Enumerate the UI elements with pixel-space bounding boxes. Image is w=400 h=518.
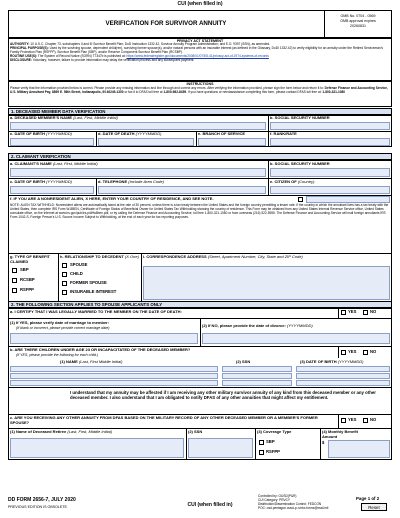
s3c-label: c. ARE YOU RECEIVING ANY OTHER ANNUITY FROM DFAS BASED ON THE MILITARY RECORD OF ANY OTHER DECEASED MEMBER OR A MEMBER'S FORMER SPOUSE? xyxy=(10,415,318,425)
deceased-dod-field[interactable] xyxy=(98,138,194,146)
child1-name-field[interactable] xyxy=(10,366,218,372)
cui-block: Controlled by: OUSD(P&R) CUI Category: PRVCY Distribution/Dissemination Control: FEDCON POC: osd.pentagon.ousd-p-r.mbx.forms@mail.mil xyxy=(258,494,329,510)
section2-header: 2. CLAIMANT VERIFICATION xyxy=(8,153,392,160)
s2a-label: a. CLAIMANT'S NAME (Last, First, Middle Initial) xyxy=(10,161,98,166)
s2d-label: d. TELEPHONE (Include Area Code) xyxy=(98,179,164,184)
s3a1-hint: (If blank or incorrect, please provide correct marriage date) xyxy=(16,326,110,330)
s2g-label: g. TYPE OF BENEFIT CLAIMED xyxy=(10,254,51,264)
other-annuity-no-checkbox[interactable] xyxy=(363,418,368,423)
coverage-rsfpp-label: RSFPP xyxy=(266,449,280,454)
deceased-dob-field[interactable] xyxy=(10,138,94,146)
s1c-label: c. DATE OF BIRTH (YYYYMMDD) xyxy=(10,131,72,136)
coverage-rsfpp-checkbox[interactable] xyxy=(259,450,264,455)
claimant-dob-field[interactable] xyxy=(10,186,94,194)
insurable-interest-label: INSURABLE INTEREST xyxy=(70,289,117,294)
s2f-label: f. IF YOU ARE A NONRESIDENT ALIEN, X HERE, ENTER YOUR COUNTRY OF RESIDENCE, AND SEE NOTE. xyxy=(10,196,214,201)
child1-dob-field[interactable] xyxy=(296,366,390,372)
form-title: VERIFICATION FOR SURVIVOR ANNUITY xyxy=(105,20,227,27)
citizenship-field[interactable] xyxy=(270,186,390,194)
cui-footer: CUI (when filled in) xyxy=(187,502,233,508)
child2-ssn-field[interactable] xyxy=(222,373,292,379)
section3-header: 2. THE FOLLOWING SECTION APPLIES TO SPOUSE APPLICANTS ONLY xyxy=(8,301,392,308)
child2-name-field[interactable] xyxy=(10,373,218,379)
marriage-date-field[interactable] xyxy=(10,333,198,344)
divorce-date-field[interactable] xyxy=(202,333,390,344)
alien-tax-note: NOTE: ALIEN TAX WITHHELD: Nonresident aliens are automatically taxed at the rate of 30 percent, unless there is a tax treaty between the United States and the foreign country permitting a lesser rate. If the country in which the annuitant lives has a tax treaty with the United States, then complete IRS Form W-8BEN, Certificate of Foreign Status of Beneficial Owner for United States Tax Withholding showing the country of residence. This Form may be obtained from any United States Internal Revenue Service office, United States consulate office, on the Internet at www.irs.gov/pub/irs-pdf/fw8ben.pdf, or by calling the Defense Finance and Accounting Service, toll free 1-800-321-1080 or from overseas (216) 522-5955. The Defense Finance and Accounting Service will mail foreign annuitants IRS Form 1042-S, Foreign Person's U.S. Source Income Subject to Withholding, at the end of each year for tax reporting purposes. xyxy=(10,203,389,219)
child3-ssn-field[interactable] xyxy=(222,380,292,386)
rcsbp-label: RCSBP xyxy=(20,277,35,282)
s1f-label: f. RANK/RATE xyxy=(270,131,297,136)
s3a2-label: (2) If NO, please provide the date of divorce: (YYYYMMDD) xyxy=(202,323,313,328)
spouse-checkbox[interactable] xyxy=(62,263,67,268)
retiree-name-field[interactable] xyxy=(10,438,184,458)
reset-button[interactable]: Reset xyxy=(361,503,387,511)
other-annuity-no-label: NO xyxy=(370,417,377,422)
married-yes-label: YES xyxy=(348,309,357,314)
married-no-checkbox[interactable] xyxy=(363,310,368,315)
s3c2-label: (2) SSN xyxy=(188,429,203,434)
former-spouse-checkbox[interactable] xyxy=(62,281,67,286)
s3a1-label: (1) If YES, please verify date of marriage to member: xyxy=(10,320,110,325)
s1e-label: e. BRANCH OF SERVICE xyxy=(198,131,246,136)
insurable-interest-checkbox[interactable] xyxy=(62,290,67,295)
omb-date: 20260831 xyxy=(350,24,366,28)
spouse-label: SPOUSE xyxy=(70,262,88,267)
previous-edition: PREVIOUS EDITION IS OBSOLETE. xyxy=(8,505,68,509)
married-yes-checkbox[interactable] xyxy=(341,310,346,315)
child-name-col: (1) NAME (Last, First Middle Initial) xyxy=(60,359,123,364)
dollar-sign: $ xyxy=(322,440,325,445)
omb-number: OMB No. 0704 - 0569 xyxy=(340,14,376,18)
s2i-label: i. CORRESPONDENCE ADDRESS (Street, Apartment Number, City, State and ZIP Code) xyxy=(143,254,303,259)
claimant-ssn-field[interactable] xyxy=(270,168,390,177)
former-spouse-label: FORMER SPOUSE xyxy=(70,280,107,285)
s2c-label: c. DATE OF BIRTH (YYYYMMDD) xyxy=(10,179,72,184)
instructions-text: Please verify that the information provided below is correct. Please provide any missing information and line through and correct any errors. After verifying the information provided, please sign the form below and return it to: Defense Finance and Accounting Service, U.S. Military Annuitant Pay, 8899 E. 56th Street, Indianapolis, IN 46249-1300 or fax it to DFAS toll free at 1-800-982-8459. If you have questions or needassistance completing this form, please contact DFAS toll free at: 1-800-321-1080 xyxy=(10,86,388,94)
child2-dob-field[interactable] xyxy=(296,373,390,379)
form-number: DD FORM 2656-7, JULY 2020 xyxy=(8,497,76,503)
section1-header: 1. DECEASED MEMBER DATA VERIFICATION xyxy=(8,108,392,115)
sbp-checkbox[interactable] xyxy=(12,268,17,273)
nonresident-alien-checkbox[interactable] xyxy=(298,197,303,202)
child1-ssn-field[interactable] xyxy=(222,366,292,372)
s2b-label: b. SOCIAL SECURITY NUMBER xyxy=(270,161,330,166)
s3c3-label: (3) Coverage Type xyxy=(257,429,292,434)
child-ssn-col: (2) SSN xyxy=(236,359,251,364)
s1b-label: b. SOCIAL SECURITY NUMBER xyxy=(270,115,330,120)
child3-dob-field[interactable] xyxy=(296,380,390,386)
children-yes-label: YES xyxy=(348,349,357,354)
s3b-hint: (If YES, please provide the following for each child.) xyxy=(16,353,99,357)
children-no-checkbox[interactable] xyxy=(363,350,368,355)
children-yes-checkbox[interactable] xyxy=(341,350,346,355)
country-residence-field[interactable] xyxy=(306,196,390,203)
retiree-ssn-field[interactable] xyxy=(188,438,253,458)
s1a-label: a. DECEASED MEMBER'S NAME (Last, First, Middle Initial) xyxy=(10,115,118,120)
s3c1-label: (1) Name of Deceased Retiree (Last, First, Middle Initial) xyxy=(10,429,113,434)
child-dob-col: (3) DATE OF BIRTH (YYYYMMDD) xyxy=(300,359,364,364)
s2h-label: h. RELATIONSHIP TO DECEDENT (X One) xyxy=(60,254,139,259)
understand-statement: I understand that my annuity may be affected if I am receiving any other military survivor annuity of any kind from this deceased member or any other deceased member. I also understand that I am obligated to notify DFAS of any other annuities that might affect my entitlement. xyxy=(70,390,376,401)
other-annuity-yes-checkbox[interactable] xyxy=(341,418,346,423)
child3-name-field[interactable] xyxy=(10,380,218,386)
monthly-benefit-field[interactable] xyxy=(328,440,390,458)
claimant-name-field[interactable] xyxy=(10,168,266,177)
telephone-field[interactable] xyxy=(98,186,266,194)
rank-field[interactable] xyxy=(270,138,390,146)
rsfpp-checkbox[interactable] xyxy=(12,288,17,293)
s3c4-label: (4) Monthly Benefit Amount xyxy=(322,429,358,439)
child-checkbox[interactable] xyxy=(62,272,67,277)
privacy-heading: PRIVACY ACT STATEMENT xyxy=(176,39,224,43)
address-field[interactable] xyxy=(143,266,390,300)
privacy-text: AUTHORITY: 10 U.S.C. Chapter 73, subchapters II and III Survivor Benefit Plan; DoD Instruction 1332.42, Survivor Annuity Program Administration; and E.O. 9397 (SSN), as amended. PRINCIPAL PURPOSE(S): Used by the surviving spouse, dependent child(ren), surviving former spouse(s), and/or natural persons with an insurable interest (as defined in the Glossary, DoDI 1332.42) to verify eligibility for an annuity under the Retired Serviceman's Family Protection Plan (RSFPP), Survivor Benefit Plan (SBP), and/or Reserve Component Survivor Benefit Plan (RCSBP). ROUTINE USE(S): The System of Record Notice (SORN) T7347b is published at: https://www.federalregister.gov/documents/2008/01/07/E8-41/privacy-act-of-1974-systems-of-records DISCLOSURE: Voluntary; however, failure to provide information may delay the verification process and any subsequent payment. xyxy=(10,42,384,62)
child-label: CHILD xyxy=(70,271,83,276)
rcsbp-checkbox[interactable] xyxy=(12,278,17,283)
rsfpp-label: RSFPP xyxy=(20,287,34,292)
instructions-heading: INSTRUCTIONS xyxy=(186,82,214,86)
s3b-label: b. ARE THERE CHILDREN UNDER AGE 23 OR INCAPACITATED OF THE DECEASED MEMBER? xyxy=(10,347,191,352)
s3a-label: a. I CERTIFY THAT I WAS LEGALLY MARRIED TO THE MEMBER ON THE DATE OF DEATH: xyxy=(10,309,182,314)
children-no-label: NO xyxy=(370,349,377,354)
deceased-ssn-field[interactable] xyxy=(270,122,390,130)
other-annuity-yes-label: YES xyxy=(348,417,357,422)
branch-field[interactable] xyxy=(198,138,266,146)
deceased-name-field[interactable] xyxy=(10,122,266,130)
coverage-sbp-checkbox[interactable] xyxy=(259,440,264,445)
cui-banner: CUI (when filled in) xyxy=(177,1,223,7)
page-number: Page 1 of 2 xyxy=(356,496,380,501)
sorn-link[interactable]: https://www.federalregister.gov/documents/2008/01/07/E8-41/privacy-act-of-1974-systems-of-records xyxy=(126,53,269,58)
sbp-label: SBP xyxy=(20,267,29,272)
s2e-label: e. CITIZEN OF (Country) xyxy=(270,179,315,184)
omb-approval: OMB approval expires xyxy=(340,19,376,23)
married-no-label: NO xyxy=(370,309,377,314)
s1d-label: d. DATE OF DEATH (YYYYMMDD) xyxy=(98,131,162,136)
coverage-sbp-label: SBP xyxy=(266,439,275,444)
